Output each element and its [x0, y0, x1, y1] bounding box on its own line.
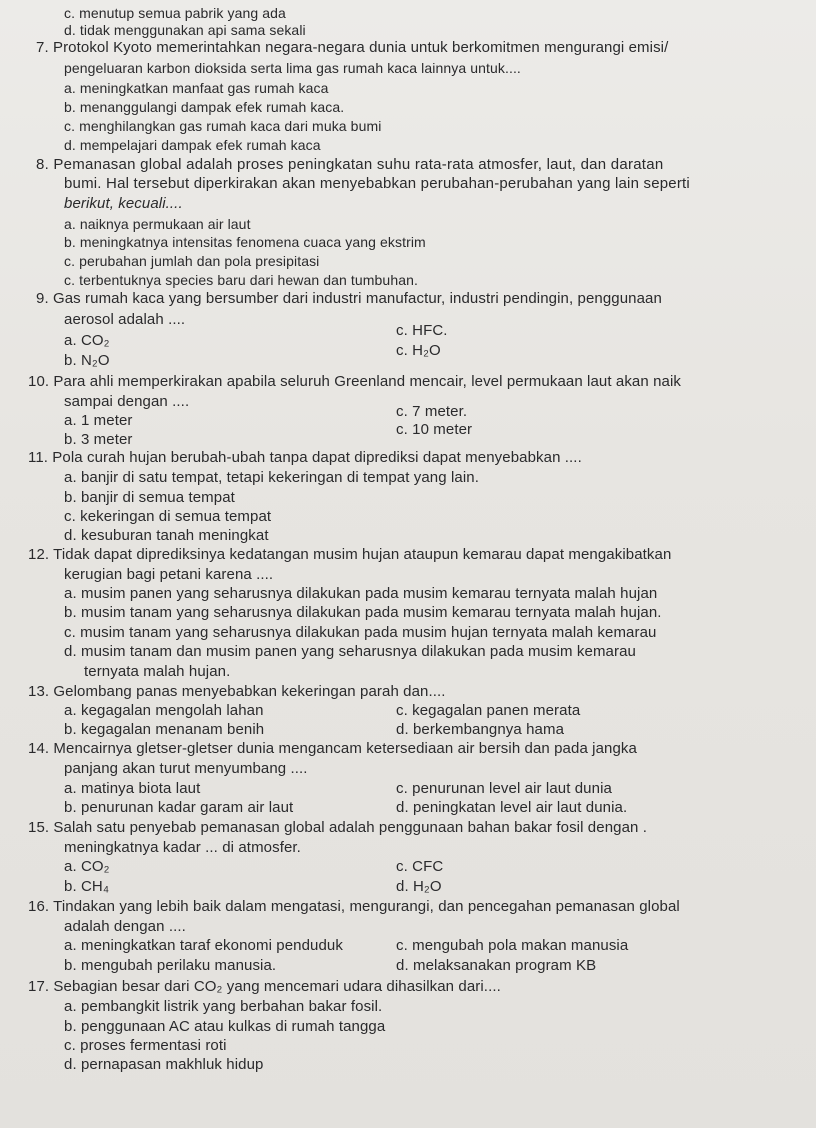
question-16: 16. Tindakan yang lebih baik dalam mengatasi, mengurangi, dan pencegahan pemanasan global: [28, 898, 680, 915]
option-14c: c. penurunan level air laut dunia: [396, 780, 612, 797]
option-8d: c. terbentuknya species baru dari hewan dan tumbuhan.: [64, 272, 418, 288]
question-15-cont: meningkatnya kadar ... di atmosfer.: [64, 839, 301, 856]
option-9c-2: c. H₂O: [396, 342, 441, 359]
option-7b: b. menanggulangi dampak efek rumah kaca.: [64, 99, 345, 115]
option-15c: c. CFC: [396, 858, 444, 875]
option-11a: a. banjir di satu tempat, tetapi kekeringan di tempat yang lain.: [64, 469, 479, 486]
question-14-cont: panjang akan turut menyumbang ....: [64, 760, 308, 777]
option-12a: a. musim panen yang seharusnya dilakukan pada musim kemarau ternyata malah hujan: [64, 585, 658, 602]
option-17a: a. pembangkit listrik yang berbahan bakar fosil.: [64, 998, 383, 1015]
question-14: 14. Mencairnya gletser-gletser dunia mengancam ketersediaan air bersih dan pada jangka: [28, 740, 637, 757]
option-15a: a. CO₂: [64, 858, 110, 875]
option-17c: c. proses fermentasi roti: [64, 1037, 227, 1054]
option-13d: d. berkembangnya hama: [396, 721, 565, 738]
option-12b: b. musim tanam yang seharusnya dilakukan pada musim kemarau ternyata malah hujan.: [64, 604, 662, 621]
option-12d-cont: ternyata malah hujan.: [84, 663, 231, 680]
option-11d: d. kesuburan tanah meningkat: [64, 527, 269, 544]
option-7a: a. meningkatkan manfaat gas rumah kaca: [64, 80, 329, 96]
question-7-cont: pengeluaran karbon dioksida serta lima gas rumah kaca lainnya untuk....: [64, 60, 521, 76]
option-13c: c. kegagalan panen merata: [396, 702, 581, 719]
question-7: 7. Protokol Kyoto memerintahkan negara-negara dunia untuk berkomitmen mengurangi emisi/: [36, 39, 669, 56]
option-17d: d. pernapasan makhluk hidup: [64, 1056, 264, 1073]
option-10c-2: c. 10 meter: [396, 421, 473, 438]
option-9b: b. N₂O: [64, 352, 110, 369]
option-13b: b. kegagalan menanam benih: [64, 721, 265, 738]
question-8-cont-2: berikut, kecuali....: [64, 195, 183, 212]
question-10-cont: sampai dengan ....: [64, 393, 190, 410]
question-10: 10. Para ahli memperkirakan apabila seluruh Greenland mencair, level permukaan laut akan naik: [28, 373, 681, 390]
option-14a: a. matinya biota laut: [64, 780, 201, 797]
option-15d: d. H₂O: [396, 878, 442, 895]
question-9-cont: aerosol adalah ....: [64, 311, 186, 328]
option-6c: c. menutup semua pabrik yang ada: [64, 5, 286, 21]
question-8-cont: bumi. Hal tersebut diperkirakan akan menyebabkan perubahan-perubahan yang lain seperti: [64, 175, 690, 192]
question-12-cont: kerugian bagi petani karena ....: [64, 566, 274, 583]
question-17: 17. Sebagian besar dari CO₂ yang mencemari udara dihasilkan dari....: [28, 978, 501, 995]
option-10a: a. 1 meter: [64, 412, 133, 429]
option-6d: d. tidak menggunakan api sama sekali: [64, 22, 306, 38]
question-16-cont: adalah dengan ....: [64, 918, 186, 935]
option-11c: c. kekeringan di semua tempat: [64, 508, 272, 525]
option-9c: c. HFC.: [396, 322, 448, 339]
option-8c: c. perubahan jumlah dan pola presipitasi: [64, 253, 320, 269]
option-10c: c. 7 meter.: [396, 403, 468, 420]
option-7d: d. mempelajari dampak efek rumah kaca: [64, 137, 321, 153]
question-13: 13. Gelombang panas menyebabkan kekeringan parah dan....: [28, 683, 446, 700]
option-15b: b. CH₄: [64, 878, 110, 895]
option-16a: a. meningkatkan taraf ekonomi penduduk: [64, 937, 343, 954]
option-13a: a. kegagalan mengolah lahan: [64, 702, 264, 719]
question-9: 9. Gas rumah kaca yang bersumber dari industri manufactur, industri pendingin, penggunaan: [36, 290, 662, 307]
option-8b: b. meningkatnya intensitas fenomena cuaca yang ekstrim: [64, 234, 426, 250]
option-12c: c. musim tanam yang seharusnya dilakukan pada musim hujan ternyata malah kemarau: [64, 624, 657, 641]
option-14d: d. peningkatan level air laut dunia.: [396, 799, 628, 816]
option-9a: a. CO₂: [64, 332, 110, 349]
option-14b: b. penurunan kadar garam air laut: [64, 799, 294, 816]
question-11: 11. Pola curah hujan berubah-ubah tanpa dapat diprediksi dapat menyebabkan ....: [28, 449, 582, 466]
question-8: 8. Pemanasan global adalah proses peningkatan suhu rata-rata atmosfer, laut, dan daratan: [36, 156, 664, 173]
option-8a: a. naiknya permukaan air laut: [64, 216, 251, 232]
option-16c: c. mengubah pola makan manusia: [396, 937, 629, 954]
question-12: 12. Tidak dapat diprediksinya kedatangan musim hujan ataupun kemarau dapat mengakibatkan: [28, 546, 672, 563]
option-7c: c. menghilangkan gas rumah kaca dari muka bumi: [64, 118, 382, 134]
option-10b: b. 3 meter: [64, 431, 133, 448]
option-17b: b. penggunaan AC atau kulkas di rumah tangga: [64, 1018, 386, 1035]
option-11b: b. banjir di semua tempat: [64, 489, 235, 506]
option-16d: d. melaksanakan program KB: [396, 957, 597, 974]
question-15: 15. Salah satu penyebab pemanasan global adalah penggunaan bahan bakar fosil dengan .: [28, 819, 647, 836]
option-12d: d. musim tanam dan musim panen yang seharusnya dilakukan pada musim kemarau: [64, 643, 636, 660]
option-16b: b. mengubah perilaku manusia.: [64, 957, 277, 974]
